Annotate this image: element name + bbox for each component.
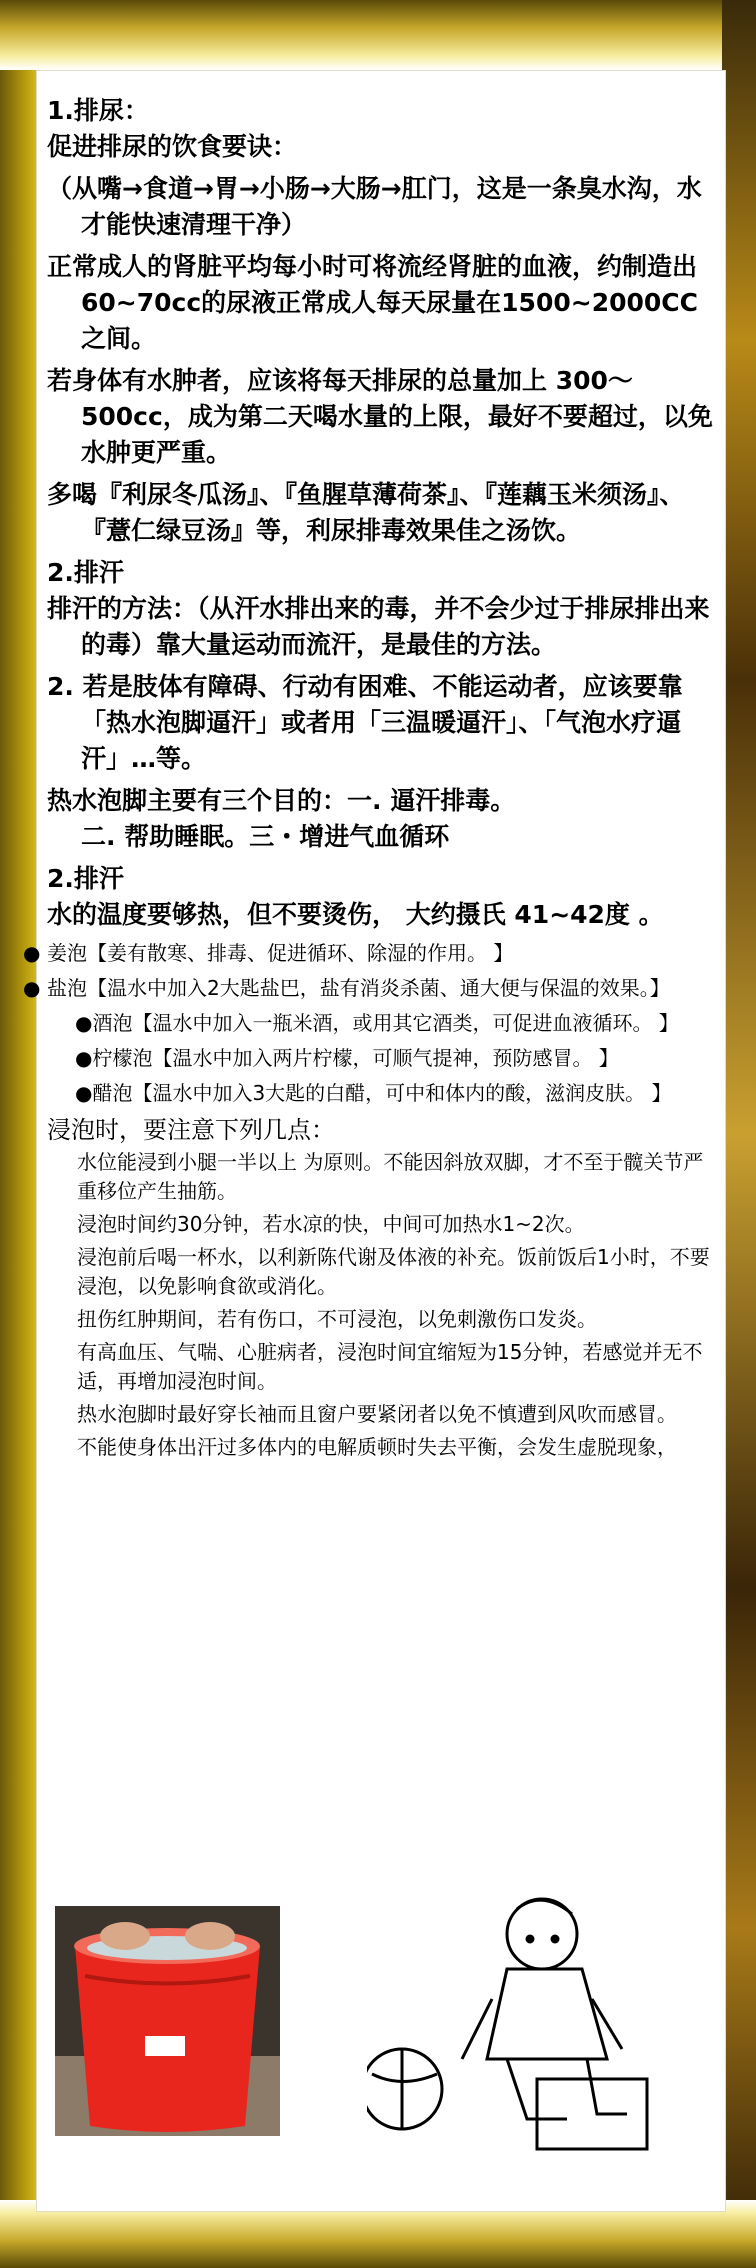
- heading-sweating-2: 2.排汗: [47, 864, 124, 893]
- paragraph: 促进排尿的饮食要诀：: [47, 132, 298, 161]
- soak-item-ginger: ● 姜泡【姜有散寒、排毒、促进循环、除湿的作用。 】: [23, 941, 514, 965]
- soak-item-wine: [47, 1009, 719, 1038]
- decorative-frame-top: [0, 0, 756, 70]
- bullet-icon: ●: [75, 1046, 93, 1070]
- note-item: 浸泡前后喝一杯水，以利新陈代谢及体液的补充。饭前饭后1小时，不要浸泡，以免影响食欲或消化。: [77, 1245, 710, 1298]
- note-item: 不能使身体出汗过多体内的电解质顿时失去平衡，会发生虚脱现象，: [77, 1435, 677, 1459]
- paragraph: 热水泡脚主要有三个目的：一. 逼汗排毒。: [47, 786, 516, 815]
- soak-text: 姜泡【姜有散寒、排毒、促进循环、除湿的作用。 】: [47, 941, 514, 965]
- paragraph: 二. 帮助睡眠。三・增进气血循环: [81, 822, 450, 851]
- decorative-frame-right: [722, 0, 756, 2268]
- heading-urination: 1.排尿：: [47, 96, 149, 125]
- bullet-icon: ●: [75, 1081, 93, 1105]
- article: [23, 93, 719, 1466]
- heading-sweating: 2.排汗: [47, 558, 124, 587]
- soak-item-lemon: [47, 1044, 719, 1073]
- note-item: 热水泡脚时最好穿长袖而且窗户要紧闭者以免不慎遭到风吹而感冒。: [77, 1402, 677, 1426]
- soak-text: 酒泡【温水中加入一瓶米酒，或用其它酒类，可促进血液循环。 】: [92, 1011, 679, 1035]
- soak-text: 柠檬泡【温水中加入两片柠檬，可顺气提神，预防感冒。 】: [92, 1046, 619, 1070]
- paragraph: 排汗的方法：（从汗水排出来的毒，并不会少过于排尿排出来的毒）靠大量运动而流汗，是最佳的方法。: [47, 594, 710, 659]
- paragraph: 多喝『利尿冬瓜汤』、『鱼腥草薄荷茶』、『莲藕玉米须汤』、『薏仁绿豆汤』等，利尿排毒效果佳之汤饮。: [47, 480, 685, 545]
- bucket-photo: [55, 1906, 280, 2136]
- note-item: 有高血压、气喘、心脏病者，浸泡时间宜缩短为15分钟，若感觉并无不适，再增加浸泡时间。: [77, 1340, 703, 1393]
- paragraph: 若身体有水肿者，应该将每天排尿的总量加上 300～500cc，成为第二天喝水量的上限，最好不要超过，以免水肿更严重。: [47, 366, 713, 467]
- paragraph: 水的温度要够热，但不要烫伤， 大约摄氏 41~42度 。: [47, 900, 664, 929]
- note-item: 水位能浸到小腿一半以上 为原则。不能因斜放双脚，才不至于髋关节严重移位产生抽筋。: [77, 1150, 704, 1203]
- notes-title: 浸泡时，要注意下列几点：: [47, 1116, 335, 1144]
- note-item: 浸泡时间约30分钟，若水凉的快，中间可加热水1~2次。: [77, 1212, 585, 1236]
- soak-text: 醋泡【温水中加入3大匙的白醋，可中和体内的酸，滋润皮肤。 】: [92, 1081, 672, 1105]
- boy-soaking-feet-illustration: [367, 1889, 697, 2169]
- bullet-icon: ●: [75, 1011, 93, 1035]
- soak-item-vinegar: [47, 1079, 719, 1108]
- soak-item-salt: ● 盐泡【温水中加入2大匙盐巴，盐有消炎杀菌、通大便与保温的效果。】: [23, 976, 670, 1000]
- soak-text: 盐泡【温水中加入2大匙盐巴，盐有消炎杀菌、通大便与保温的效果。】: [47, 976, 670, 1000]
- paragraph: 2. 若是肢体有障碍、行动有困难、不能运动者，应该要靠「热水泡脚逼汗」或者用「三温暖逼汗」、「气泡水疗逼汗」…等。: [47, 672, 683, 773]
- person-drawing: [367, 1889, 697, 2169]
- note-item: 扭伤红肿期间，若有伤口，不可浸泡，以免刺激伤口发炎。: [77, 1307, 597, 1331]
- bucket-illustration: [55, 1906, 280, 2136]
- paragraph: 正常成人的肾脏平均每小时可将流经肾脏的血液，约制造出60~70cc的尿液正常成人每天尿量在1500~2000CC之间。: [47, 252, 698, 353]
- paragraph: （从嘴→食道→胃→小肠→大肠→肛门，这是一条臭水沟，水才能快速清理干净）: [47, 174, 702, 239]
- content-panel: [23, 70, 726, 2212]
